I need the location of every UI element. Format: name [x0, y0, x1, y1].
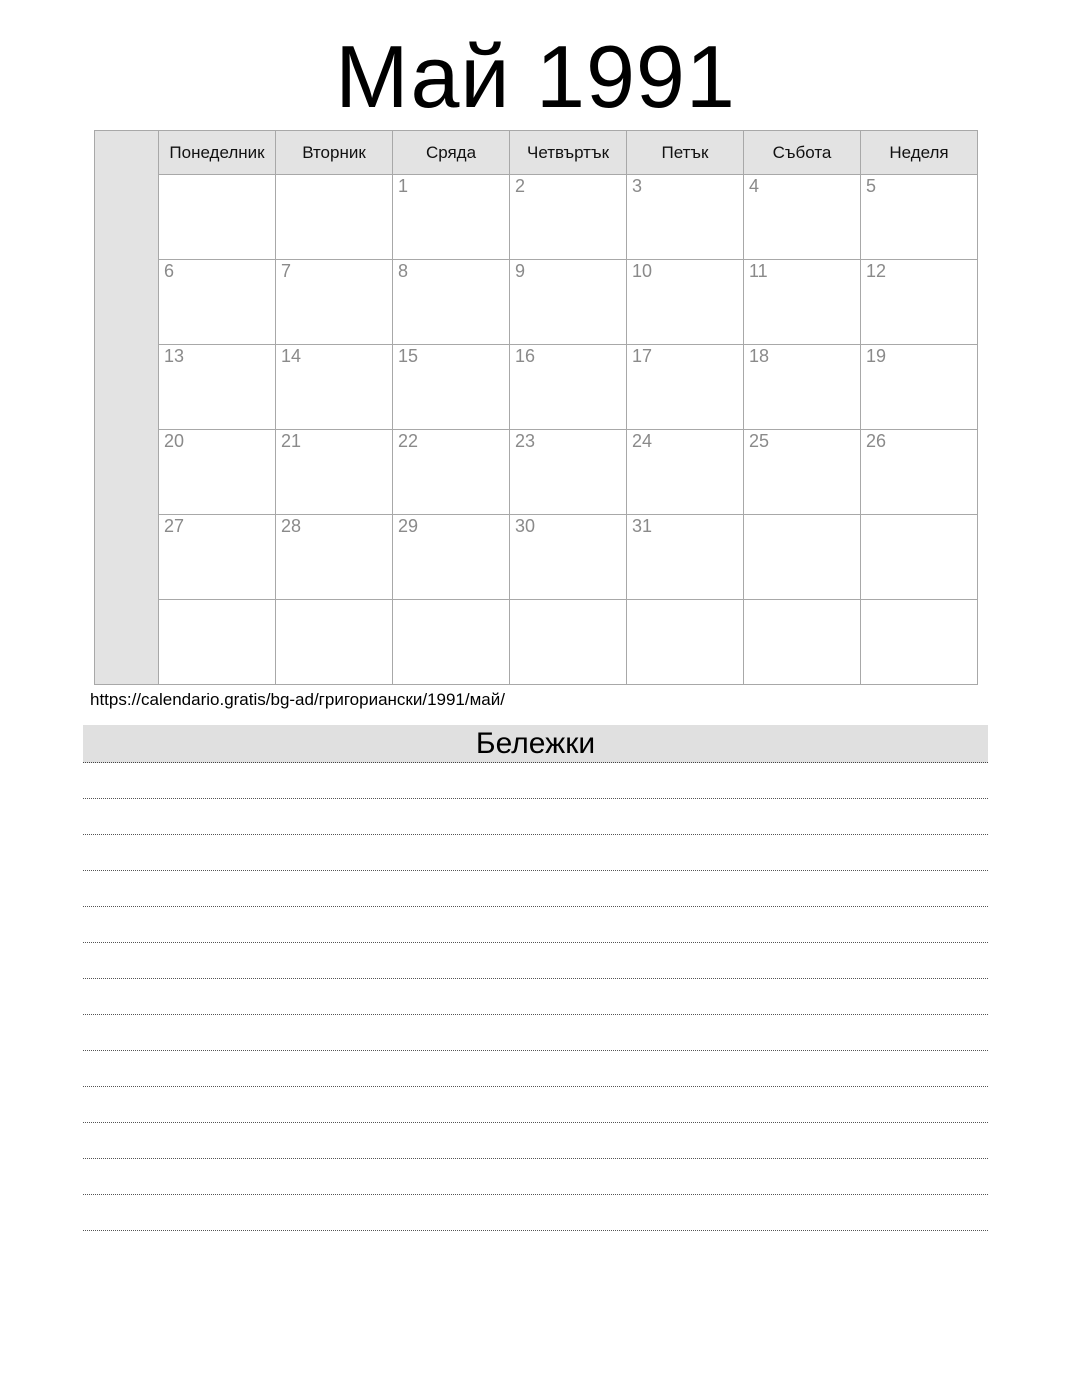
source-url: https://calendario.gratis/bg-ad/григориански/1991/май/ — [90, 690, 505, 709]
calendar-empty-cell — [276, 600, 393, 685]
calendar-day-cell: 3 — [627, 175, 744, 260]
calendar-day-cell: 7 — [276, 260, 393, 345]
calendar-empty-cell — [159, 175, 276, 260]
note-line — [83, 871, 988, 907]
calendar-empty-cell — [861, 515, 978, 600]
note-line — [83, 943, 988, 979]
calendar-day-cell: 2 — [510, 175, 627, 260]
calendar-empty-cell — [276, 175, 393, 260]
note-line — [83, 1015, 988, 1051]
calendar-empty-cell — [393, 600, 510, 685]
calendar-day-cell: 19 — [861, 345, 978, 430]
week-number-column — [95, 131, 159, 685]
calendar-day-cell: 27 — [159, 515, 276, 600]
calendar-empty-cell — [510, 600, 627, 685]
calendar-day-cell: 18 — [744, 345, 861, 430]
note-line — [83, 1123, 988, 1159]
calendar-day-cell: 22 — [393, 430, 510, 515]
note-line — [83, 1087, 988, 1123]
note-line — [83, 979, 988, 1015]
notes-heading: Бележки — [83, 725, 988, 763]
calendar-empty-cell — [159, 600, 276, 685]
calendar-day-cell: 16 — [510, 345, 627, 430]
note-line — [83, 907, 988, 943]
calendar-body — [95, 131, 978, 685]
calendar-day-cell: 13 — [159, 345, 276, 430]
calendar-week-row — [95, 345, 978, 430]
calendar-day-cell: 29 — [393, 515, 510, 600]
calendar-day-cell: 26 — [861, 430, 978, 515]
calendar-day-cell: 4 — [744, 175, 861, 260]
day-header: Вторник — [276, 131, 393, 175]
note-line — [83, 763, 988, 799]
calendar-day-cell: 10 — [627, 260, 744, 345]
calendar-day-cell: 21 — [276, 430, 393, 515]
note-line — [83, 799, 988, 835]
calendar-day-cell: 23 — [510, 430, 627, 515]
calendar-week-row — [95, 430, 978, 515]
calendar-day-cell: 1 — [393, 175, 510, 260]
calendar-week-row — [95, 515, 978, 600]
calendar-empty-cell — [861, 600, 978, 685]
calendar-day-cell: 25 — [744, 430, 861, 515]
calendar-week-row — [95, 600, 978, 685]
notes-section — [83, 725, 988, 1231]
day-header: Сряда — [393, 131, 510, 175]
calendar-empty-cell — [744, 600, 861, 685]
calendar-day-cell: 14 — [276, 345, 393, 430]
calendar-empty-cell — [627, 600, 744, 685]
day-header: Четвъртък — [510, 131, 627, 175]
note-line — [83, 1195, 988, 1231]
calendar-day-cell: 24 — [627, 430, 744, 515]
day-header: Събота — [744, 131, 861, 175]
day-header: Неделя — [861, 131, 978, 175]
calendar-day-cell: 8 — [393, 260, 510, 345]
notes-lines — [83, 763, 988, 1231]
calendar-table — [94, 130, 978, 685]
day-header: Понеделник — [159, 131, 276, 175]
note-line — [83, 1159, 988, 1195]
calendar-day-cell: 6 — [159, 260, 276, 345]
page-title: Май 1991 — [335, 27, 736, 126]
calendar-day-cell: 31 — [627, 515, 744, 600]
calendar-week-row — [95, 260, 978, 345]
calendar-day-cell: 20 — [159, 430, 276, 515]
note-line — [83, 835, 988, 871]
calendar-day-cell: 17 — [627, 345, 744, 430]
calendar-day-cell: 9 — [510, 260, 627, 345]
note-line — [83, 1051, 988, 1087]
calendar-header-row — [95, 131, 978, 175]
calendar-day-cell: 12 — [861, 260, 978, 345]
calendar-day-cell: 5 — [861, 175, 978, 260]
calendar-week-row — [95, 175, 978, 260]
calendar-day-cell: 15 — [393, 345, 510, 430]
calendar-empty-cell — [744, 515, 861, 600]
calendar-day-cell: 11 — [744, 260, 861, 345]
calendar-day-cell: 30 — [510, 515, 627, 600]
day-header: Петък — [627, 131, 744, 175]
calendar-day-cell: 28 — [276, 515, 393, 600]
